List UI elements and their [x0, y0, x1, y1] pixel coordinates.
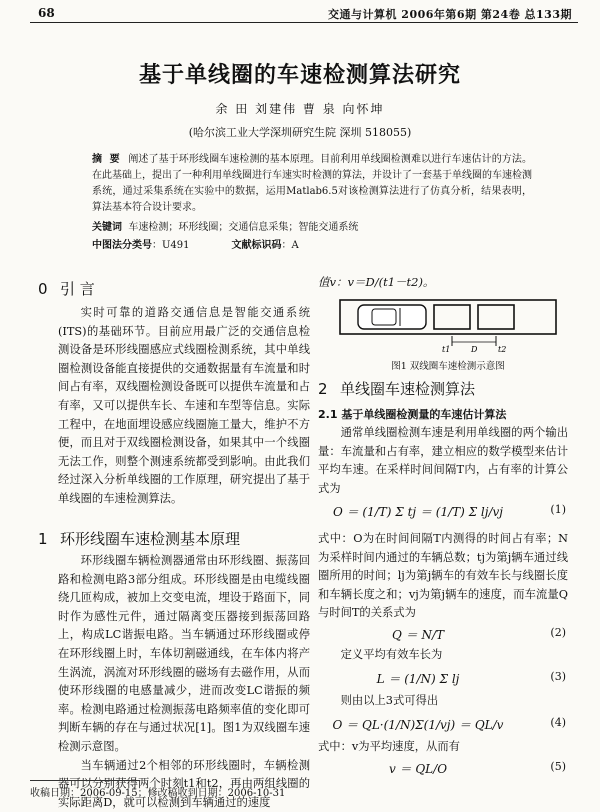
equation-2-text: 定义平均有效车长为 — [340, 648, 443, 661]
section-2-title: 单线圈车速检测算法 — [340, 380, 476, 398]
equation-2-formula: Q ＝ N/T — [391, 628, 444, 642]
section-1-title: 环形线圈车速检测基本原理 — [60, 530, 241, 548]
authors: 余 田 刘建伟 曹 泉 向怀坤 — [215, 102, 385, 116]
equation-4-number: (4) — [550, 716, 566, 729]
equation-2-description — [318, 646, 568, 665]
journal-header: 交通与计算机 2006年第6期 第24卷 总133期 — [327, 8, 572, 21]
equation-3-formula: L ＝ (1/N) Σ lj — [376, 672, 460, 686]
equation-3-text: 则由以上3式可得出 — [340, 694, 439, 707]
equation-1-text: 式中：O为在时间间隔T内测得的时间占有率；N为采样时间内通过的车辆总数；tj为第j辆车通过线圈所用的时间；lj为第j辆车的有效车长与线圈长度和车辆长度之和；vj为第j辆车的速度，而车流量Q与时间T的关系式为 — [318, 532, 568, 620]
clc-label: 中图法分类号 — [92, 240, 152, 251]
clc-value: U491 — [162, 240, 190, 251]
doc-code-value: A — [291, 240, 299, 251]
section-2-heading — [318, 378, 475, 399]
section-1-paragraph-1: 环形线圈车辆检测器通常由环形线圈、振荡回路和检测电路3部分组成。环形线圈是由电缆线圈绕几匝构成，被加上交变电流，埋设于路面下，同时作为感性元件，通过隔离变压器接到振荡回路上，构成LC谐振电路。当车辆通过环形线圈或停在环形线圈上时，车体切割磁通线，在车体内将产生涡流，涡流对环形线圈的磁场有去磁作用，从而使环形线圈的电感量减少，进而改变LC谐振的频率。检测电路通过检测振荡电路频率值的变化即可判断车辆的存在与通过状况[1]。图1为双线圈车速检测示意图。 — [58, 554, 310, 753]
keywords-label: 关键词 — [92, 222, 122, 233]
section-0-heading — [38, 278, 95, 299]
equation-3-description — [318, 692, 568, 711]
keywords — [92, 218, 532, 233]
section-0-number: 0 — [38, 280, 48, 298]
section-0-title: 引 言 — [60, 280, 95, 298]
footnote-rule — [30, 780, 140, 781]
doc-code-label: 文献标识码 — [231, 240, 282, 251]
section-1-number: 1 — [38, 530, 48, 548]
figure-1-diagram — [338, 296, 558, 354]
section-1-paragraph-2: 当车辆通过2个相邻的环形线圈时，车辆检测器可以分别获得两个时刻t1和t2，再由两组线圈的实际距离D，就可以检测到车辆通过的速度 — [58, 758, 310, 809]
section-0-paragraph: 实时可靠的道路交通信息是智能交通系统(ITS)的基础环节。目前应用最广泛的交通信息检测设备是环形线圈感应式线圈检测系统，其中单线圈检测设备能直接提供的交通数据量有车流量和时间占有率，双线圈检测设备既可以提供车流量和占有率，又可以提供车长、车速和车型等信息。实际工程中，在地面埋设感应线圈施工量大，维护不方便，而且对于双线圈检测设备，如果其中一个线圈无法工作，则整个测速系统都受到影响。由此我们经过深入分析单线圈的工作原理，研究提出了基于单线圈的车速检测算法。 — [58, 306, 310, 505]
figure-1-caption: 图1 双线圈车速检测示意图 — [391, 361, 505, 372]
section-2-1-heading: 2.1 基于单线圈检测量的车速估计算法 — [318, 408, 507, 421]
section-0-body — [58, 304, 310, 509]
page-number: 68 — [38, 6, 55, 20]
equation-1-description — [318, 530, 568, 623]
section-1-heading — [38, 528, 240, 549]
equation-1-formula: O ＝ (1/T) Σ tj ＝ (1/T) Σ lj/vj — [332, 505, 504, 519]
classification: 中图法分类号：U491 文献标识码：A — [92, 240, 299, 251]
equation-2-number: (2) — [550, 626, 566, 639]
equation-4-text: 式中：v为平均速度，从而有 — [318, 740, 460, 753]
section-2-number: 2 — [318, 380, 328, 398]
equation-5-formula: v ＝ QL/O — [388, 762, 448, 776]
section-2-1-body — [318, 424, 568, 498]
received-date: 收稿日期：2006-09-15；修改稿收到日期：2006-10-31 — [30, 788, 286, 799]
equation-4-description — [318, 738, 568, 757]
label-d: D — [471, 345, 478, 354]
equation-5-number: (5) — [550, 760, 566, 773]
label-t2: t2 — [498, 345, 507, 354]
equation-4-formula: O ＝ QL·(1/N)Σ(1/vj) ＝ QL/v — [332, 718, 504, 732]
loop-2-icon — [478, 305, 514, 329]
abstract — [92, 152, 532, 216]
abstract-label: 摘 要 — [92, 154, 122, 165]
abstract-text: 阐述了基于环形线圈车速检测的基本原理。目前利用单线圈检测难以进行车速估计的方法。在此基础上，提出了一种利用单线圈进行车速实时检测的算法，并设计了一套基于单线圈的车速检测系统，通过采集系统在实验中的数据，运用Matlab6.5对该检测算法进行了仿真分析，结果表明，算法基本符合设计要求。 — [92, 154, 532, 213]
section-1-body — [58, 552, 310, 812]
keywords-text: 车速检测；环形线圈；交通信息采集；智能交通系统 — [128, 222, 359, 233]
label-t1: t1 — [442, 345, 451, 354]
speed-formula: 值v：v＝D/(t1－t2)。 — [318, 275, 435, 289]
section-2-1-paragraph: 通常单线圈检测车速是利用单线圈的两个输出量：车流量和占有率，建立相应的数学模型来估计平均车速。在采样时间间隔T内，占有率的计算公式为 — [318, 426, 568, 495]
equation-1-number: (1) — [550, 503, 566, 516]
paper-title: 基于单线圈的车速检测算法研究 — [138, 63, 461, 88]
affiliation: (哈尔滨工业大学深圳研究生院 深圳 518055) — [188, 126, 412, 139]
equation-3-number: (3) — [550, 670, 566, 683]
header-rule — [30, 22, 578, 23]
loop-1-icon — [434, 305, 470, 329]
